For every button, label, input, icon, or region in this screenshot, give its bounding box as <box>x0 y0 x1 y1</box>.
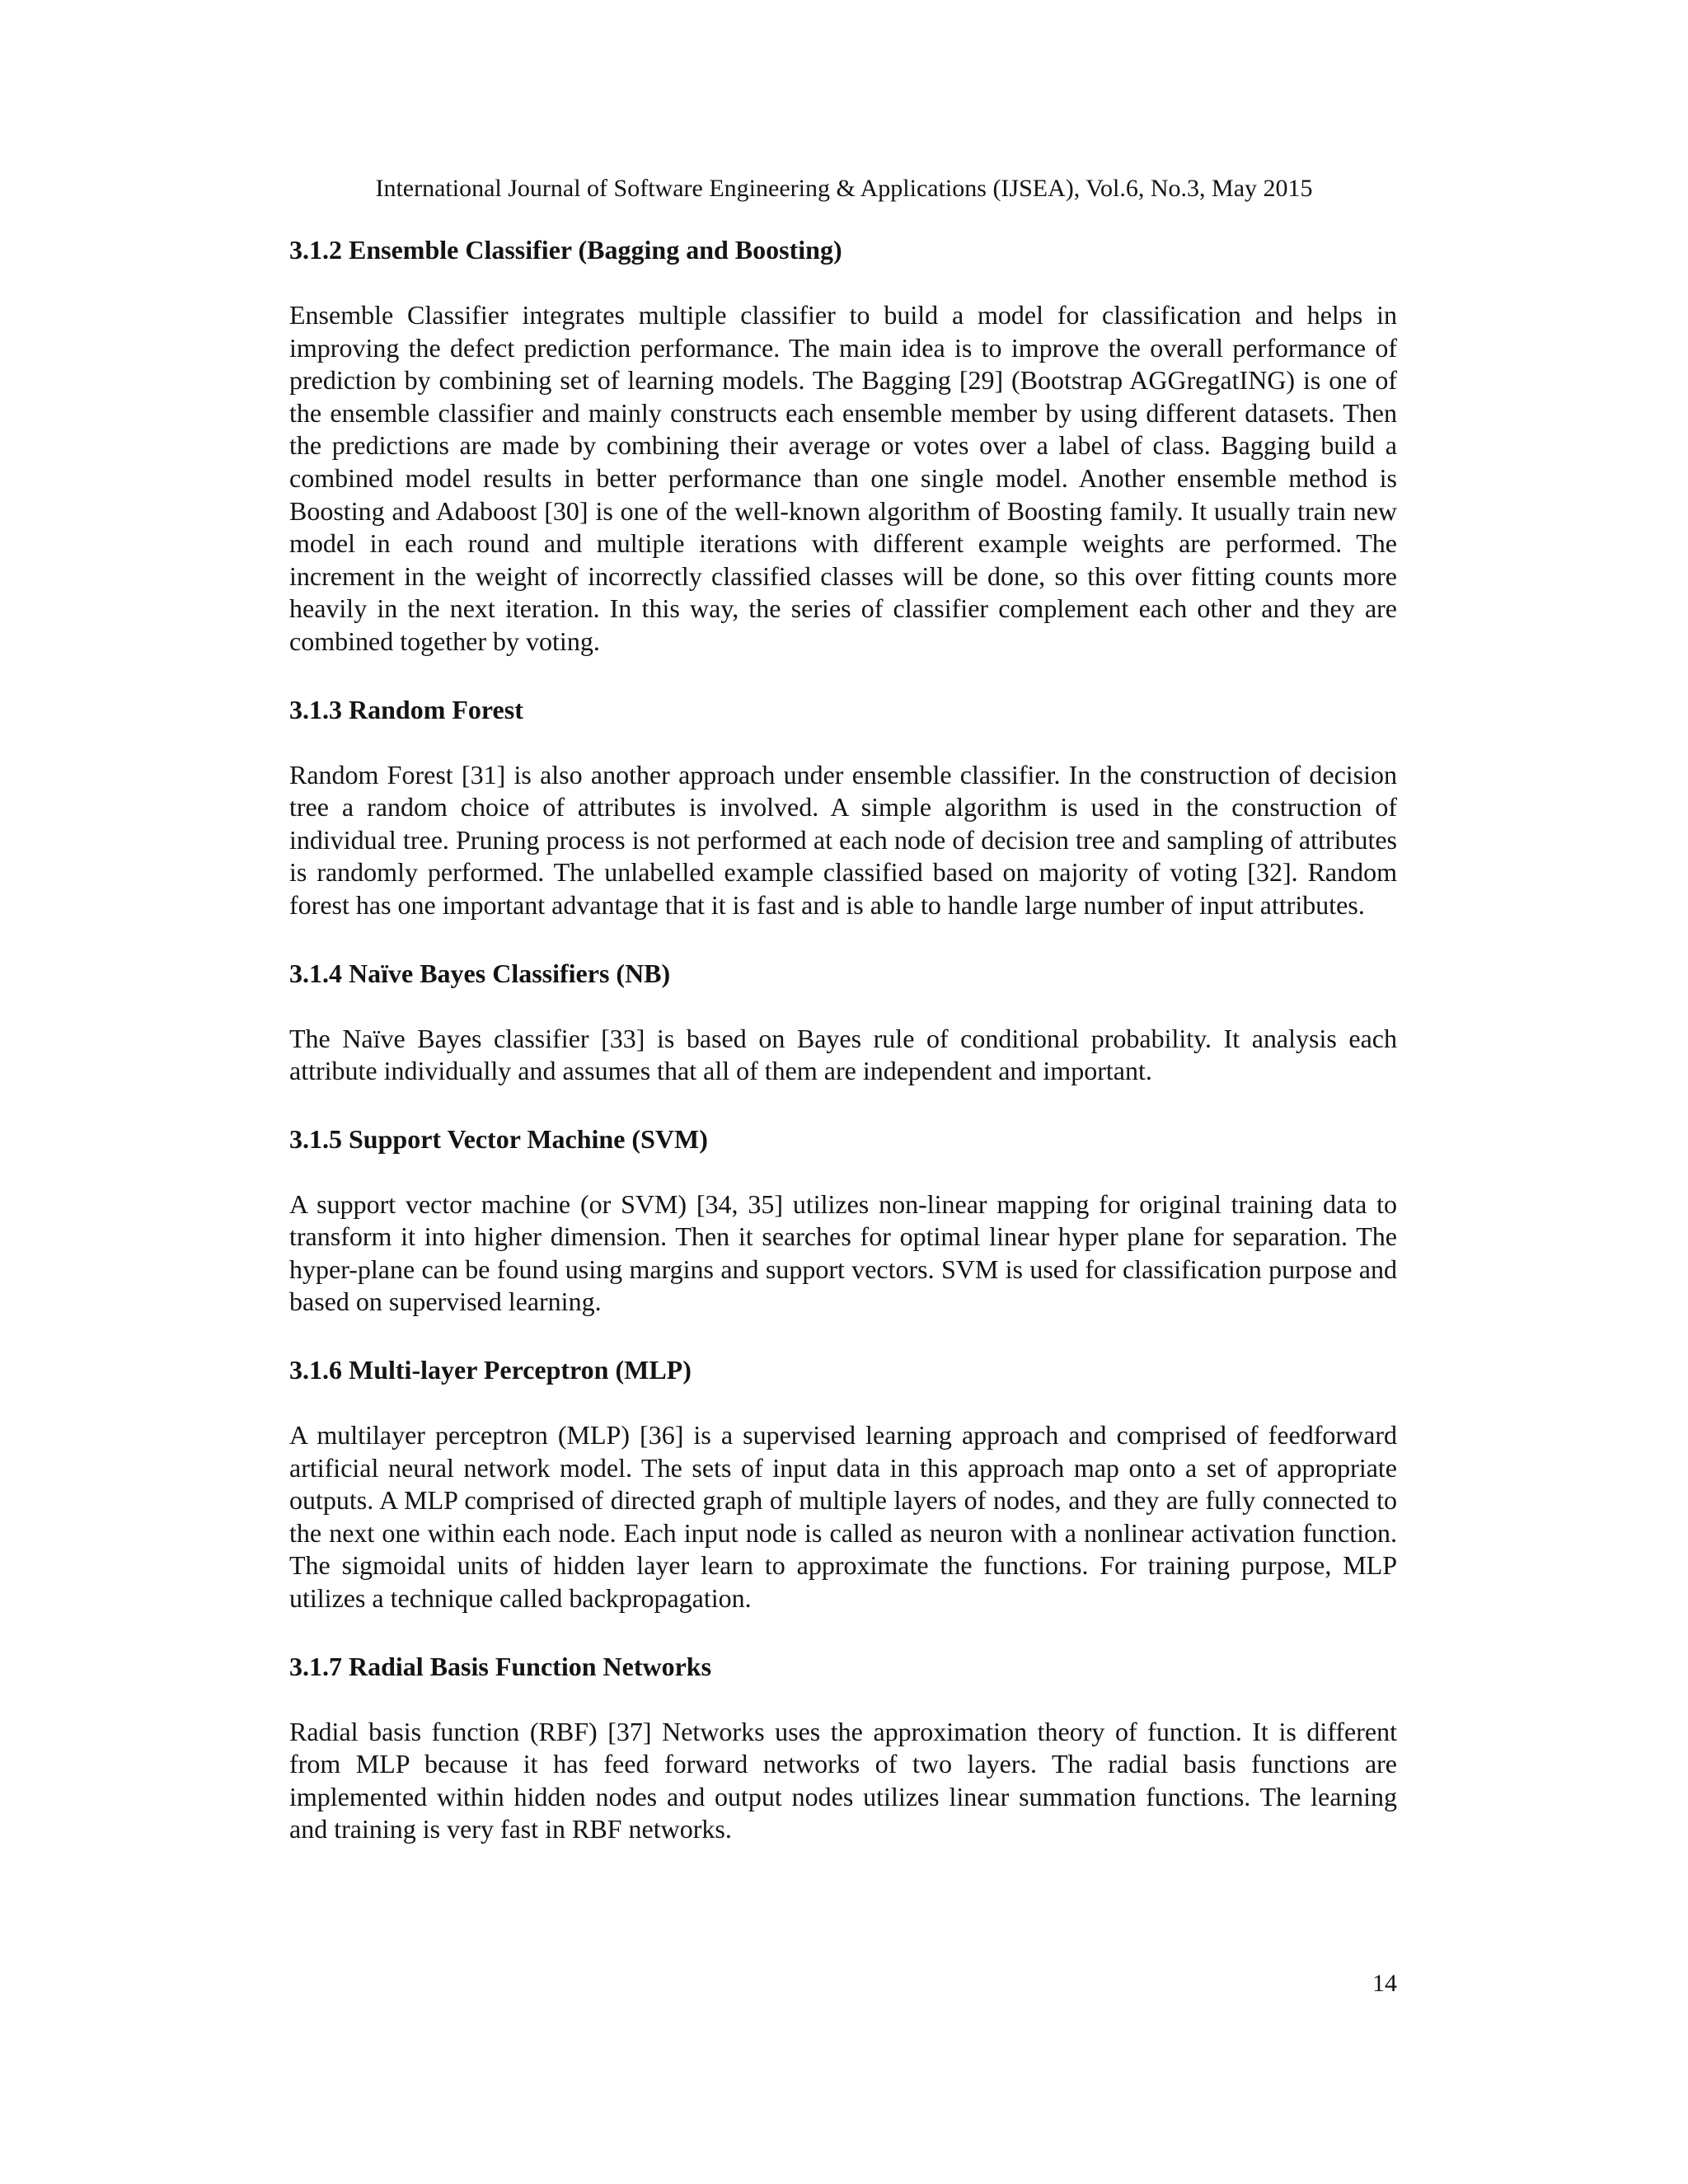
section-random-forest <box>289 693 1397 922</box>
running-header: International Journal of Software Engineering & Applications (IJSEA), Vol.6, No.3, May 2015 <box>375 175 1313 202</box>
section-heading: 3.1.3 Random Forest <box>289 694 523 724</box>
section-paragraph: Random Forest [31] is also another approach under ensemble classifier. In the construction of decision tree a random choice of attributes is involved. A simple algorithm is used in the construction of individual tree. Pruning process is not performed at each node of decision tree and sampling of attributes is randomly performed. The unlabelled example classified based on majority of voting [32]. Random forest has one important advantage that it is fast and is able to handle large number of input attributes. <box>289 759 1397 920</box>
section-svm <box>289 1122 1397 1319</box>
section-rbf <box>289 1650 1397 1846</box>
section-paragraph: Radial basis function (RBF) [37] Networks uses the approximation theory of function. It is different from MLP because it has feed forward networks of two layers. The radial basis functions are implemented within hidden nodes and output nodes utilizes linear summation functions. The learning and training is very fast in RBF networks. <box>289 1716 1397 1844</box>
section-heading: 3.1.2 Ensemble Classifier (Bagging and Boosting) <box>289 235 842 265</box>
section-mlp <box>289 1353 1397 1615</box>
section-paragraph: A multilayer perceptron (MLP) [36] is a supervised learning approach and comprised of feedforward artificial neural network model. The sets of input data in this approach map onto a set of appropriate outputs. A MLP comprised of directed graph of multiple layers of nodes, and they are fully connected to the next one within each node. Each input node is called as neuron with a nonlinear activation function. The sigmoidal units of hidden layer learn to approximate the functions. For training purpose, MLP utilizes a technique called backpropagation. <box>289 1420 1397 1614</box>
section-heading: 3.1.6 Multi-layer Perceptron (MLP) <box>289 1355 692 1385</box>
page-number: 14 <box>1372 1970 1397 1997</box>
section-paragraph: Ensemble Classifier integrates multiple classifier to build a model for classification and helps in improving the defect prediction performance. The main idea is to improve the overall performance of prediction by combining set of learning models. The Bagging [29] (Bootstrap AGGregatING) is one of the ensemble classifier and mainly constructs each ensemble member by using different datasets. Then the predictions are made by combining their average or votes over a label of class. Bagging build a combined model results in better performance than one single model. Another ensemble method is Boosting and Adaboost [30] is one of the well-known algorithm of Boosting family. It usually train new model in each round and multiple iterations with different example weights are performed. The increment in the weight of incorrectly classified classes will be done, so this over fitting counts more heavily in the next iteration. In this way, the series of classifier complement each other and they are combined together by voting. <box>289 300 1397 656</box>
page-content <box>289 233 1397 1881</box>
section-paragraph: A support vector machine (or SVM) [34, 35] utilizes non-linear mapping for original training data to transform it into higher dimension. Then it searches for optimal linear hyper plane for separation. The hyper-plane can be found using margins and support vectors. SVM is used for classification purpose and based on supervised learning. <box>289 1188 1397 1317</box>
section-ensemble-classifier <box>289 233 1397 658</box>
section-paragraph: The Naïve Bayes classifier [33] is based on Bayes rule of conditional probability. It analysis each attribute individually and assumes that all of them are independent and important. <box>289 1023 1397 1086</box>
section-heading: 3.1.4 Naïve Bayes Classifiers (NB) <box>289 958 671 988</box>
section-naive-bayes <box>289 957 1397 1088</box>
section-heading: 3.1.5 Support Vector Machine (SVM) <box>289 1123 708 1154</box>
section-heading: 3.1.7 Radial Basis Function Networks <box>289 1651 712 1681</box>
